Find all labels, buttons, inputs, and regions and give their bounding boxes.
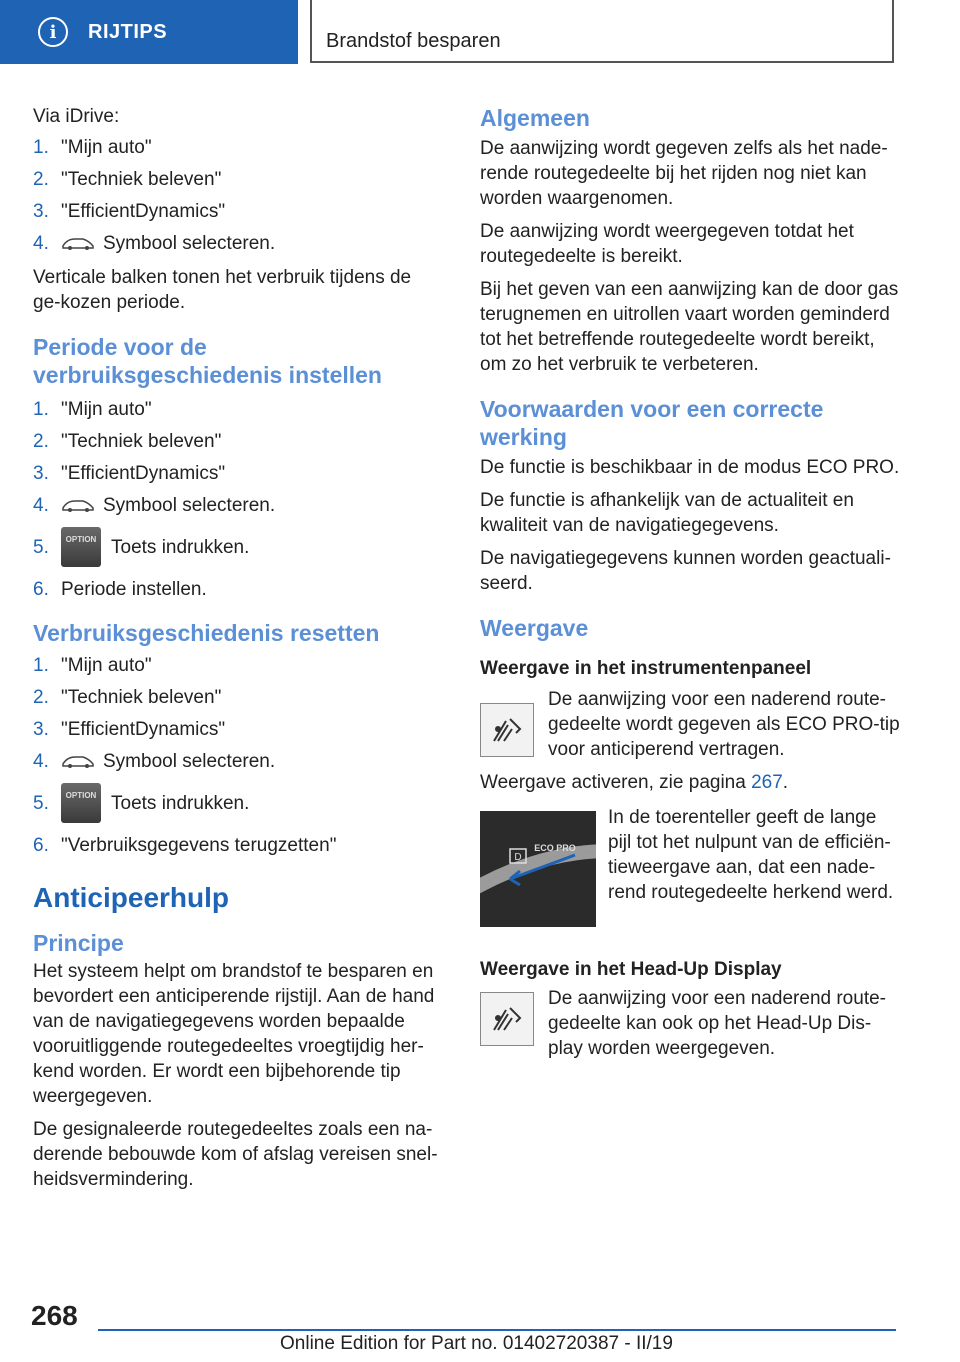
heading-periode: Periode voor de verbruiksgeschiedenis instellen <box>33 334 382 388</box>
heading-voorwaarden: Voorwaarden voor een correcte werking <box>480 396 824 450</box>
page-number: 268 <box>31 1300 78 1331</box>
paragraph: De functie is afhankelijk van de actualiteit en kwaliteit van de navigatiegegevens. <box>480 490 854 536</box>
instrument-hint-row <box>480 687 900 770</box>
list-item: 1. "Mijn auto" <box>33 654 152 676</box>
heading-principe: Principe <box>33 930 124 956</box>
anticipation-hint-icon <box>480 992 534 1046</box>
list-item: 4. Symbool selecteren. <box>33 232 276 254</box>
list-item: 3. "EfficientDynamics" <box>33 200 226 222</box>
list-item: 2. "Techniek beleven" <box>33 430 222 452</box>
heading-instrumentenpaneel: Weergave in het instrumentenpaneel <box>480 658 812 679</box>
section-label: RIJTIPS <box>88 20 168 43</box>
list-item: 6. "Verbruiksgegevens terugzetten" <box>33 834 337 856</box>
list-item: 3. "EfficientDynamics" <box>33 718 226 740</box>
list-item: 2. "Techniek beleven" <box>33 686 222 708</box>
page-header <box>310 0 894 63</box>
list-item: 1. "Mijn auto" <box>33 398 152 420</box>
paragraph: Het systeem helpt om brandstof te besparen en bevordert een anticiperende rijstijl. Aan de hand van de navigatiegegevens worden bepaalde vooruitliggende routegedeeltes vroegtijdig her-kend worden. Er wordt een bijbehorende tip weergegeven. <box>33 961 435 1107</box>
page-link[interactable]: 267 <box>751 772 783 793</box>
heading-algemeen: Algemeen <box>480 105 590 131</box>
car-symbol-icon <box>61 753 95 769</box>
heading-weergave: Weergave <box>480 615 589 641</box>
left-column <box>33 104 443 1200</box>
car-symbol-icon <box>61 497 95 513</box>
steps-list-3 <box>33 649 443 861</box>
heading-anticipeerhulp: Anticipeerhulp <box>33 882 230 913</box>
option-button-icon: OPTION <box>61 527 101 567</box>
list-item: 4. Symbool selecteren. <box>33 750 276 772</box>
list-item: 1. "Mijn auto" <box>33 136 152 158</box>
hud-hint-row <box>480 988 900 1069</box>
steps-list-2 <box>33 393 443 605</box>
paragraph: De aanwijzing wordt weergegeven totdat het routegedeelte is bereikt. <box>480 221 854 267</box>
paragraph: Weergave activeren, zie pagina 267. <box>480 772 789 793</box>
car-symbol-icon <box>61 235 95 251</box>
option-button-icon: OPTION <box>61 783 101 823</box>
gear-indicator: D <box>514 852 522 863</box>
list-item: 5. OPTION Toets indrukken. <box>33 777 443 829</box>
edition-text: Online Edition for Part no. 01402720387 - II/19 <box>280 1333 673 1354</box>
paragraph: De aanwijzing voor een naderend route-gedeelte kan ook op het Head-Up Dis-play worden weergegeven. <box>548 988 886 1059</box>
heading-reset: Verbruiksgeschiedenis resetten <box>33 620 380 646</box>
list-item: 5. OPTION Toets indrukken. <box>33 521 443 573</box>
tachometer-image <box>480 811 596 927</box>
paragraph: Verticale balken tonen het verbruik tijdens de ge-kozen periode. <box>33 267 412 313</box>
paragraph: De aanwijzing wordt gegeven zelfs als het nade-rende routegedeelte bij het rijden nog niet kan worden waargenomen. <box>480 138 888 209</box>
eco-pro-label: ECO PRO <box>534 843 576 853</box>
section-tab <box>0 0 298 64</box>
paragraph: Bij het geven van een aanwijzing kan de door gas terugnemen en uitrollen vaart worden geminderd tot het betreffende routegedeelte wordt bereikt, om zo het verbruik te verbeteren. <box>480 279 899 375</box>
paragraph: In de toerenteller geeft de lange pijl tot het nulpunt van de efficiën-tieweergave aan, dat een nade-rend routegedeelte herkend werd. <box>608 807 894 903</box>
anticipation-hint-icon <box>480 703 534 757</box>
right-column <box>480 104 900 1069</box>
steps-list-1 <box>33 131 443 259</box>
paragraph: De navigatiegegevens kunnen worden geactuali-seerd. <box>480 548 891 594</box>
list-item: 4. Symbool selecteren. <box>33 494 276 516</box>
footer-divider <box>98 1329 896 1331</box>
intro-text: Via iDrive: <box>33 106 120 127</box>
gauge-row <box>480 807 900 927</box>
list-item: 3. "EfficientDynamics" <box>33 462 226 484</box>
list-item: 2. "Techniek beleven" <box>33 168 222 190</box>
paragraph: De gesignaleerde routegedeeltes zoals een na-derende bebouwde kom of afslag vereisen snel-heidsvermindering. <box>33 1119 438 1190</box>
info-icon: i <box>38 17 68 47</box>
list-item: 6. Periode instellen. <box>33 578 207 600</box>
paragraph: De aanwijzing voor een naderend route-gedeelte wordt gegeven als ECO PRO-tip voor anticiperend vertragen. <box>548 689 900 760</box>
page-title: Brandstof besparen <box>326 30 501 52</box>
heading-hud: Weergave in het Head-Up Display <box>480 959 782 980</box>
paragraph: De functie is beschikbaar in de modus ECO PRO. <box>480 457 900 478</box>
